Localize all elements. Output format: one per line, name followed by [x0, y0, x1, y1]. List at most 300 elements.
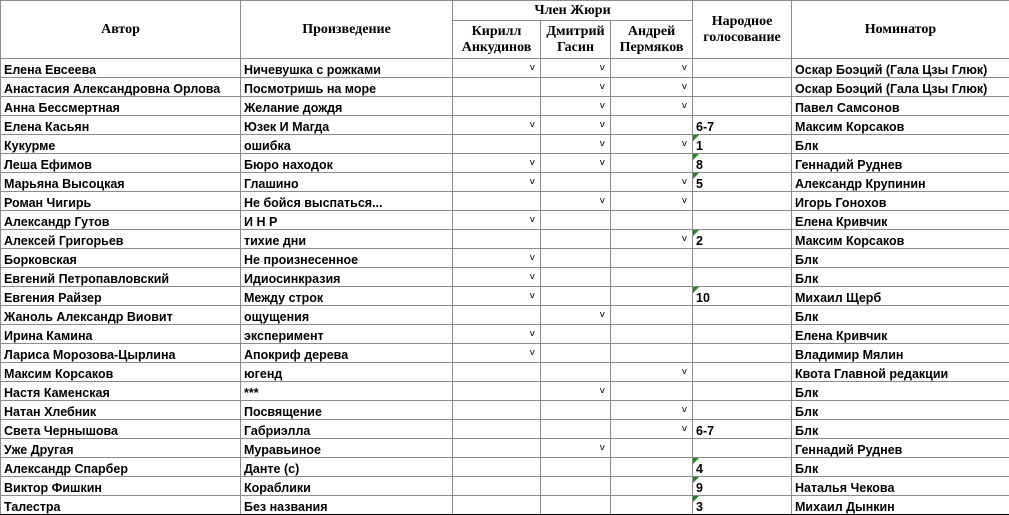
cell-juror-permyakov-text: v [681, 82, 688, 92]
cell-juror-gasin[interactable] [541, 78, 611, 97]
cell-author[interactable] [1, 306, 241, 325]
table-body [1, 59, 1009, 515]
cell-nominator-text: Оскар Боэций (Гала Цзы Глюк) [795, 82, 988, 96]
cell-nominator[interactable] [792, 211, 1009, 230]
cell-nominator[interactable] [792, 249, 1009, 268]
cell-juror-permyakov[interactable] [611, 477, 693, 496]
table-row [1, 401, 1009, 420]
cell-work[interactable] [241, 477, 453, 496]
table-row [1, 325, 1009, 344]
cell-juror-gasin[interactable] [541, 211, 611, 230]
cell-work-text: Посвящение [244, 405, 322, 419]
table-row [1, 78, 1009, 97]
cell-juror-ankudinov-text: v [529, 329, 535, 339]
cell-popular-vote[interactable] [693, 344, 792, 363]
header-jury[interactable]: Член Жюри [453, 1, 693, 21]
cell-popular-vote[interactable] [693, 230, 792, 249]
cell-juror-ankudinov[interactable] [453, 477, 541, 496]
cell-juror-gasin-text: v [599, 120, 605, 130]
cell-juror-ankudinov[interactable] [453, 363, 541, 382]
cell-work-text: Идиосинкразия [244, 272, 341, 286]
cell-juror-gasin[interactable] [541, 268, 611, 287]
cell-nominator[interactable] [792, 230, 1009, 249]
cell-author[interactable] [1, 97, 241, 116]
cell-author-text: Ирина Камина [4, 329, 93, 343]
cell-juror-permyakov-text: v [681, 63, 688, 73]
cell-juror-permyakov[interactable] [611, 382, 693, 401]
cell-author[interactable] [1, 382, 241, 401]
cell-author-text: Александр Гутов [4, 215, 110, 229]
cell-nominator-text: Блк [795, 272, 819, 286]
cell-juror-ankudinov-text: v [529, 215, 535, 225]
cell-work-text: И Н Р [244, 215, 278, 229]
cell-work[interactable] [241, 420, 453, 439]
cell-work-text: Апокриф дерева [244, 348, 349, 362]
cell-juror-permyakov[interactable] [611, 154, 693, 173]
cell-juror-gasin[interactable] [541, 439, 611, 458]
cell-author-text: Лариса Морозова-Цырлина [4, 348, 176, 362]
cell-popular-vote[interactable] [693, 78, 792, 97]
cell-nominator-text: Павел Самсонов [795, 101, 900, 115]
cell-popular-vote[interactable] [693, 154, 792, 173]
cell-juror-gasin[interactable] [541, 496, 611, 515]
cell-nominator[interactable] [792, 116, 1009, 135]
cell-nominator-text: Квота Главной редакции [795, 367, 949, 381]
cell-nominator[interactable] [792, 458, 1009, 477]
cell-work-text: Не произнесенное [244, 253, 359, 267]
cell-work-text: ощущения [244, 310, 310, 324]
cell-work-text: Желание дождя [244, 101, 343, 115]
cell-juror-permyakov[interactable] [611, 59, 693, 78]
cell-juror-ankudinov[interactable] [453, 192, 541, 211]
cell-popular-vote[interactable] [693, 477, 792, 496]
cell-juror-ankudinov-text: v [529, 253, 535, 263]
header-nominator[interactable]: Номинатор [792, 1, 1009, 59]
cell-nominator[interactable] [792, 97, 1009, 116]
cell-juror-gasin-text: v [599, 443, 605, 453]
cell-nominator[interactable] [792, 192, 1009, 211]
cell-work[interactable] [241, 439, 453, 458]
table-row [1, 154, 1009, 173]
cell-author-text: Жаноль Александр Виовит [4, 310, 173, 324]
cell-nominator[interactable] [792, 477, 1009, 496]
table-row [1, 382, 1009, 401]
cell-popular-vote[interactable] [693, 97, 792, 116]
cell-juror-ankudinov[interactable] [453, 325, 541, 344]
cell-juror-ankudinov[interactable] [453, 382, 541, 401]
cell-nominator-text: Александр Крупинин [795, 177, 926, 191]
cell-nominator-text: Блк [795, 139, 819, 153]
cell-nominator-text: Блк [795, 310, 819, 324]
cell-popular-vote[interactable] [693, 401, 792, 420]
cell-nominator-text: Блк [795, 462, 819, 476]
cell-popular-vote-text: 8 [696, 158, 703, 172]
table-row [1, 496, 1009, 515]
cell-juror-ankudinov[interactable] [453, 59, 541, 78]
cell-author[interactable] [1, 477, 241, 496]
table-row [1, 458, 1009, 477]
cell-juror-gasin-text: v [599, 82, 605, 92]
comment-indicator-icon [693, 477, 699, 483]
cell-work-text: югенд [244, 367, 283, 381]
cell-nominator[interactable] [792, 173, 1009, 192]
cell-author-text: Уже Другая [4, 443, 74, 457]
cell-author[interactable] [1, 287, 241, 306]
cell-nominator[interactable] [792, 78, 1009, 97]
cell-work[interactable] [241, 382, 453, 401]
cell-author[interactable] [1, 496, 241, 515]
cell-juror-gasin-text: v [599, 139, 605, 149]
cell-popular-vote[interactable] [693, 496, 792, 515]
cell-work[interactable] [241, 230, 453, 249]
table-row [1, 173, 1009, 192]
cell-author[interactable] [1, 249, 241, 268]
cell-work-text: Юзек И Магда [244, 120, 330, 134]
cell-author[interactable] [1, 401, 241, 420]
cell-work-text: Между строк [244, 291, 324, 305]
cell-nominator[interactable] [792, 287, 1009, 306]
cell-work[interactable] [241, 154, 453, 173]
cell-nominator[interactable] [792, 135, 1009, 154]
cell-nominator[interactable] [792, 268, 1009, 287]
cell-juror-ankudinov-text: v [529, 63, 535, 73]
cell-nominator-text: Блк [795, 386, 819, 400]
cell-popular-vote[interactable] [693, 173, 792, 192]
cell-juror-gasin[interactable] [541, 230, 611, 249]
cell-work[interactable] [241, 59, 453, 78]
cell-juror-permyakov[interactable] [611, 458, 693, 477]
cell-author-text: Максим Корсаков [4, 367, 114, 381]
cell-juror-permyakov[interactable] [611, 78, 693, 97]
cell-juror-ankudinov[interactable] [453, 458, 541, 477]
cell-popular-vote[interactable] [693, 192, 792, 211]
cell-nominator[interactable] [792, 344, 1009, 363]
table-row [1, 59, 1009, 78]
table-row [1, 249, 1009, 268]
cell-juror-gasin[interactable] [541, 306, 611, 325]
cell-juror-permyakov[interactable] [611, 135, 693, 154]
cell-juror-permyakov-text: v [681, 177, 688, 187]
cell-juror-gasin-text: v [599, 101, 605, 111]
cell-nominator-text: Максим Корсаков [795, 120, 905, 134]
cell-work[interactable] [241, 192, 453, 211]
cell-juror-permyakov[interactable] [611, 401, 693, 420]
cell-nominator-text: Владимир Мялин [795, 348, 904, 362]
cell-juror-ankudinov[interactable] [453, 97, 541, 116]
cell-popular-vote[interactable] [693, 306, 792, 325]
cell-nominator[interactable] [792, 154, 1009, 173]
cell-juror-ankudinov[interactable] [453, 439, 541, 458]
cell-juror-gasin[interactable] [541, 325, 611, 344]
cell-juror-ankudinov-text: v [529, 158, 535, 168]
cell-author[interactable] [1, 173, 241, 192]
cell-juror-permyakov[interactable] [611, 192, 693, 211]
cell-nominator-text: Наталья Чекова [795, 481, 895, 495]
cell-nominator-text: Елена Кривчик [795, 329, 888, 343]
cell-work-text: Не бойся выспаться... [244, 196, 383, 210]
cell-work[interactable] [241, 173, 453, 192]
cell-juror-gasin[interactable] [541, 344, 611, 363]
cell-work-text: Без названия [244, 500, 328, 514]
cell-juror-permyakov[interactable] [611, 116, 693, 135]
cell-author[interactable] [1, 78, 241, 97]
cell-author[interactable] [1, 154, 241, 173]
cell-juror-ankudinov-text: v [529, 120, 535, 130]
table-row [1, 192, 1009, 211]
cell-author[interactable] [1, 363, 241, 382]
table-row [1, 135, 1009, 154]
cell-nominator-text: Михаил Щерб [795, 291, 882, 305]
cell-author[interactable] [1, 59, 241, 78]
cell-juror-gasin[interactable] [541, 97, 611, 116]
cell-author[interactable] [1, 116, 241, 135]
cell-popular-vote[interactable] [693, 363, 792, 382]
cell-nominator[interactable] [792, 59, 1009, 78]
cell-juror-gasin[interactable] [541, 458, 611, 477]
cell-author[interactable] [1, 458, 241, 477]
cell-juror-gasin-text: v [599, 63, 605, 73]
cell-author[interactable] [1, 135, 241, 154]
comment-indicator-icon [693, 230, 699, 236]
cell-juror-gasin[interactable] [541, 173, 611, 192]
cell-nominator[interactable] [792, 325, 1009, 344]
table-row [1, 97, 1009, 116]
cell-popular-vote[interactable] [693, 439, 792, 458]
cell-popular-vote-text: 6-7 [696, 424, 715, 438]
cell-author-text: Настя Каменская [4, 386, 110, 400]
cell-nominator-text: Максим Корсаков [795, 234, 905, 248]
cell-juror-ankudinov[interactable] [453, 287, 541, 306]
comment-indicator-icon [693, 287, 699, 293]
cell-juror-gasin[interactable] [541, 192, 611, 211]
cell-work[interactable] [241, 268, 453, 287]
cell-popular-vote[interactable] [693, 287, 792, 306]
cell-work[interactable] [241, 249, 453, 268]
header-juror-gasin[interactable]: Дмитрий Гасин [541, 21, 611, 59]
cell-work[interactable] [241, 344, 453, 363]
cell-author[interactable] [1, 192, 241, 211]
cell-juror-ankudinov[interactable] [453, 230, 541, 249]
comment-indicator-icon [693, 135, 699, 141]
cell-juror-gasin[interactable] [541, 477, 611, 496]
cell-author-text: Анна Бессмертная [4, 101, 120, 115]
cell-juror-ankudinov[interactable] [453, 268, 541, 287]
cell-author[interactable] [1, 344, 241, 363]
cell-juror-permyakov[interactable] [611, 230, 693, 249]
cell-popular-vote[interactable] [693, 458, 792, 477]
cell-juror-ankudinov-text: v [529, 272, 535, 282]
cell-author-text: Виктор Фишкин [4, 481, 102, 495]
cell-author-text: Роман Чигирь [4, 196, 92, 210]
header-work[interactable]: Произведение [241, 1, 453, 59]
cell-popular-vote[interactable] [693, 325, 792, 344]
cell-nominator-text: Игорь Гонохов [795, 196, 887, 210]
cell-work-text: тихие дни [244, 234, 307, 248]
cell-juror-permyakov[interactable] [611, 363, 693, 382]
cell-juror-gasin[interactable] [541, 116, 611, 135]
cell-juror-ankudinov[interactable] [453, 306, 541, 325]
comment-indicator-icon [693, 496, 699, 502]
cell-juror-ankudinov[interactable] [453, 401, 541, 420]
cell-juror-ankudinov[interactable] [453, 496, 541, 515]
cell-juror-permyakov[interactable] [611, 344, 693, 363]
cell-nominator[interactable] [792, 382, 1009, 401]
cell-juror-gasin-text: v [599, 310, 605, 320]
table-row [1, 211, 1009, 230]
cell-juror-gasin-text: v [599, 196, 605, 206]
cell-author[interactable] [1, 268, 241, 287]
cell-juror-permyakov[interactable] [611, 97, 693, 116]
cell-juror-ankudinov[interactable] [453, 78, 541, 97]
comment-indicator-icon [693, 173, 699, 179]
cell-work[interactable] [241, 116, 453, 135]
cell-author-text: Елена Евсеева [4, 63, 97, 77]
cell-juror-permyakov[interactable] [611, 249, 693, 268]
cell-juror-gasin[interactable] [541, 135, 611, 154]
cell-author[interactable] [1, 325, 241, 344]
cell-work-text: *** [244, 386, 259, 400]
cell-juror-permyakov-text: v [681, 367, 688, 377]
cell-author-text: Леша Ефимов [4, 158, 92, 172]
cell-juror-gasin[interactable] [541, 420, 611, 439]
cell-popular-vote[interactable] [693, 116, 792, 135]
cell-juror-gasin[interactable] [541, 59, 611, 78]
cell-juror-permyakov[interactable] [611, 173, 693, 192]
cell-popular-vote-text: 2 [696, 234, 703, 248]
cell-work[interactable] [241, 211, 453, 230]
comment-indicator-icon [693, 154, 699, 160]
cell-popular-vote-text: 6-7 [696, 120, 715, 134]
cell-author-text: Анастасия Александровна Орлова [4, 82, 221, 96]
cell-juror-permyakov[interactable] [611, 306, 693, 325]
cell-popular-vote[interactable] [693, 211, 792, 230]
table-row [1, 287, 1009, 306]
cell-author-text: Евгения Райзер [4, 291, 102, 305]
cell-nominator-text: Михаил Дынкин [795, 500, 895, 514]
cell-juror-permyakov[interactable] [611, 496, 693, 515]
cell-nominator[interactable] [792, 363, 1009, 382]
cell-popular-vote-text: 1 [696, 139, 703, 153]
cell-nominator[interactable] [792, 306, 1009, 325]
cell-juror-permyakov-text: v [681, 101, 688, 111]
header-juror-permyakov[interactable]: Андрей Пермяков [611, 21, 693, 59]
cell-juror-permyakov-text: v [681, 424, 688, 434]
cell-juror-ankudinov[interactable] [453, 211, 541, 230]
cell-juror-gasin[interactable] [541, 249, 611, 268]
cell-juror-gasin[interactable] [541, 363, 611, 382]
cell-author[interactable] [1, 230, 241, 249]
cell-nominator-text: Геннадий Руднев [795, 158, 903, 172]
cell-nominator-text: Блк [795, 253, 819, 267]
cell-popular-vote[interactable] [693, 268, 792, 287]
cell-popular-vote-text: 4 [696, 462, 703, 476]
cell-author-text: Марьяна Высоцкая [4, 177, 125, 191]
cell-popular-vote[interactable] [693, 135, 792, 154]
cell-work[interactable] [241, 78, 453, 97]
cell-juror-ankudinov-text: v [529, 177, 535, 187]
cell-juror-ankudinov[interactable] [453, 154, 541, 173]
cell-author-text: Борковская [4, 253, 77, 267]
header-juror-ankudinov[interactable]: Кирилл Анкудинов [453, 21, 541, 59]
cell-juror-ankudinov[interactable] [453, 135, 541, 154]
cell-author[interactable] [1, 211, 241, 230]
cell-juror-permyakov[interactable] [611, 420, 693, 439]
cell-author-text: Александр Спарбер [4, 462, 128, 476]
cell-juror-permyakov[interactable] [611, 325, 693, 344]
cell-juror-gasin-text: v [599, 158, 605, 168]
cell-author-text: Алексей Григорьев [4, 234, 124, 248]
cell-juror-permyakov[interactable] [611, 287, 693, 306]
cell-nominator[interactable] [792, 420, 1009, 439]
cell-juror-gasin[interactable] [541, 154, 611, 173]
cell-juror-permyakov[interactable] [611, 268, 693, 287]
cell-popular-vote[interactable] [693, 59, 792, 78]
cell-juror-ankudinov[interactable] [453, 173, 541, 192]
cell-juror-ankudinov[interactable] [453, 116, 541, 135]
cell-juror-gasin[interactable] [541, 287, 611, 306]
cell-work[interactable] [241, 401, 453, 420]
cell-work-text: Муравьиное [244, 443, 321, 457]
cell-author[interactable] [1, 420, 241, 439]
cell-juror-ankudinov[interactable] [453, 344, 541, 363]
cell-author-text: Кукурме [4, 139, 56, 153]
table-row [1, 477, 1009, 496]
cell-juror-ankudinov[interactable] [453, 420, 541, 439]
cell-juror-gasin[interactable] [541, 401, 611, 420]
cell-juror-ankudinov[interactable] [453, 249, 541, 268]
cell-work-text: эксперимент [244, 329, 324, 343]
cell-popular-vote[interactable] [693, 382, 792, 401]
cell-nominator[interactable] [792, 401, 1009, 420]
cell-author-text: Натан Хлебник [4, 405, 97, 419]
cell-work[interactable] [241, 363, 453, 382]
cell-work[interactable] [241, 496, 453, 515]
comment-indicator-icon [693, 458, 699, 464]
cell-author[interactable] [1, 439, 241, 458]
table-row [1, 116, 1009, 135]
cell-juror-permyakov-text: v [681, 139, 688, 149]
cell-popular-vote-text: 5 [696, 177, 703, 191]
cell-work[interactable] [241, 287, 453, 306]
cell-nominator-text: Блк [795, 405, 819, 419]
table-row [1, 363, 1009, 382]
cell-author-text: Евгений Петропавловский [4, 272, 170, 286]
cell-work[interactable] [241, 97, 453, 116]
cell-work-text: Ничевушка с рожками [244, 63, 381, 77]
cell-popular-vote-text: 9 [696, 481, 703, 495]
cell-popular-vote-text: 10 [696, 291, 710, 305]
cell-work-text: Посмотришь на море [244, 82, 377, 96]
cell-popular-vote[interactable] [693, 249, 792, 268]
cell-work-text: Бюро находок [244, 158, 333, 172]
cell-nominator[interactable] [792, 439, 1009, 458]
table-row [1, 420, 1009, 439]
cell-nominator-text: Елена Кривчик [795, 215, 888, 229]
cell-work[interactable] [241, 325, 453, 344]
cell-nominator[interactable] [792, 496, 1009, 515]
cell-juror-permyakov[interactable] [611, 211, 693, 230]
header-popular-vote[interactable]: Народное голосование [693, 1, 792, 59]
table-row [1, 230, 1009, 249]
cell-work[interactable] [241, 306, 453, 325]
cell-juror-gasin[interactable] [541, 382, 611, 401]
table-row [1, 306, 1009, 325]
cell-work[interactable] [241, 458, 453, 477]
header-author[interactable]: Автор [1, 1, 241, 59]
cell-juror-permyakov[interactable] [611, 439, 693, 458]
cell-work[interactable] [241, 135, 453, 154]
cell-popular-vote[interactable] [693, 420, 792, 439]
